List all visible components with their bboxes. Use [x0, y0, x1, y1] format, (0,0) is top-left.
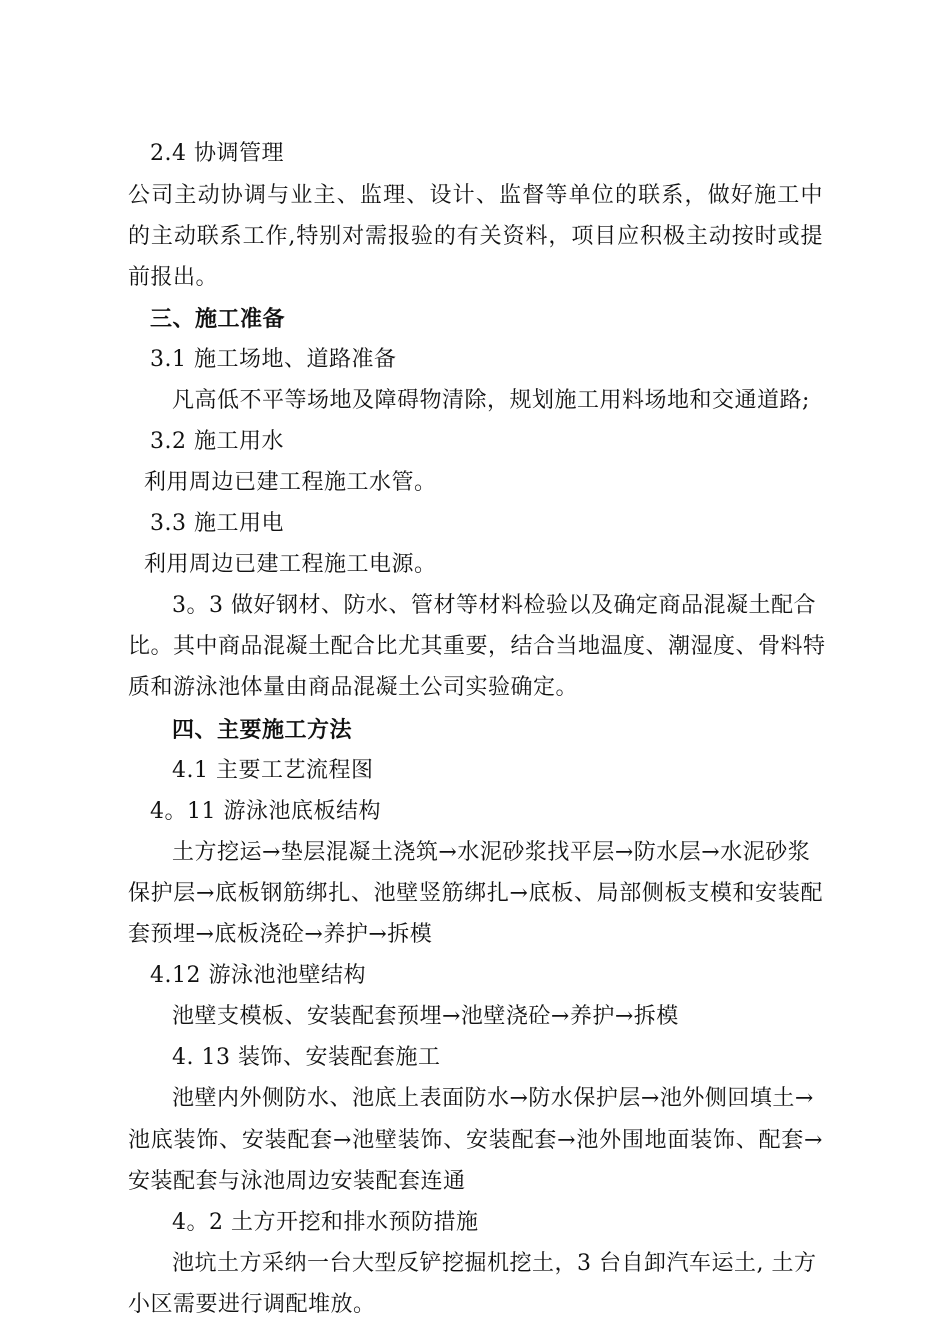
section-4-1-heading: 4.1 主要工艺流程图 [172, 758, 374, 783]
paragraph-3-2-line-1: 利用周边已建工程施工水管。 [144, 470, 437, 495]
paragraph-materials-line-3: 质和游泳池体量由商品混凝土公司实验确定。 [128, 675, 579, 700]
paragraph-2-4-line-1: 公司主动协调与业主、监理、设计、监督等单位的联系，做好施工中 [128, 183, 823, 208]
section-3-1-heading: 3.1 施工场地、道路准备 [150, 347, 397, 372]
paragraph-4-13-line-3: 安装配套与泳池周边安装配套连通 [128, 1169, 466, 1194]
paragraph-4-12-line-1: 池壁支模板、安装配套预埋→池壁浇砼→养护→拆模 [172, 1004, 679, 1029]
section-2-4-heading: 2.4 协调管理 [150, 141, 284, 166]
paragraph-2-4-line-2: 的主动联系工作,特别对需报验的有关资料，项目应积极主动按时或提 [128, 224, 823, 249]
section-3-3-heading: 3.3 施工用电 [150, 511, 284, 536]
paragraph-4-11-line-3: 套预埋→底板浇砼→养护→拆模 [128, 922, 433, 947]
section-4-2-heading: 4。2 土方开挖和排水预防措施 [172, 1210, 479, 1235]
paragraph-4-13-line-2: 池底装饰、安装配套→池壁装饰、安装配套→池外围地面装饰、配套→ [128, 1128, 823, 1153]
section-4-12-heading: 4.12 游泳池池壁结构 [150, 963, 366, 988]
paragraph-4-11-line-1: 土方挖运→垫层混凝土浇筑→水泥砂浆找平层→防水层→水泥砂浆 [172, 840, 811, 865]
section-3-2-heading: 3.2 施工用水 [150, 429, 284, 454]
chapter-4-heading: 四、主要施工方法 [172, 717, 353, 743]
paragraph-materials-line-2: 比。其中商品混凝土配合比尤其重要，结合当地温度、潮湿度、骨料特 [128, 634, 826, 659]
paragraph-4-11-line-2: 保护层→底板钢筋绑扎、池壁竖筋绑扎→底板、局部侧板支模和安装配 [128, 881, 823, 906]
paragraph-materials-line-1: 3。3 做好钢材、防水、管材等材料检验以及确定商品混凝土配合 [172, 593, 816, 618]
paragraph-4-2-line-1: 池坑土方采纳一台大型反铲挖掘机挖土，3 台自卸汽车运土, 土方 [172, 1251, 817, 1276]
section-4-13-heading: 4. 13 装饰、安装配套施工 [172, 1045, 441, 1070]
paragraph-4-13-line-1: 池壁内外侧防水、池底上表面防水→防水保护层→池外侧回填土→ [172, 1086, 814, 1111]
paragraph-2-4-line-3: 前报出。 [128, 265, 219, 290]
paragraph-3-3-line-1: 利用周边已建工程施工电源。 [144, 552, 437, 577]
chapter-3-heading: 三、施工准备 [150, 306, 286, 332]
section-4-11-heading: 4。11 游泳池底板结构 [150, 799, 381, 824]
paragraph-4-2-line-2: 小区需要进行调配堆放。 [128, 1292, 376, 1317]
paragraph-3-1-line-1: 凡高低不平等场地及障碍物清除，规划施工用料场地和交通道路; [172, 388, 810, 413]
